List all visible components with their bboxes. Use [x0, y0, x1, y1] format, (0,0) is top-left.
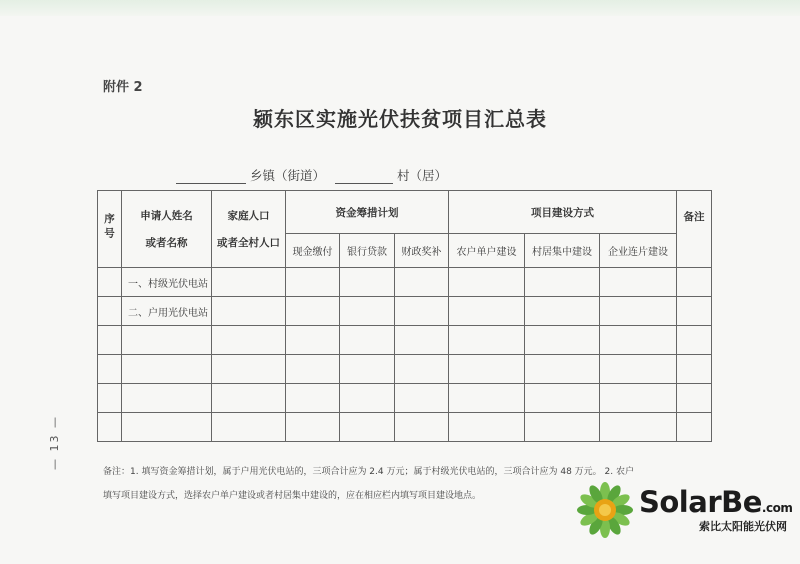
row-household-station: 二、户用光伏电站 — [122, 297, 212, 326]
header-enterprise-build: 企业连片建设 — [600, 234, 677, 268]
header-household-build: 农户单户建设 — [449, 234, 525, 268]
town-label: 乡镇（街道） — [249, 168, 325, 183]
attachment-label: 附件 2 — [103, 80, 143, 95]
table-row — [98, 326, 712, 355]
header-cash-payment: 现金缴付 — [286, 234, 340, 268]
village-label: 村（居） — [396, 168, 447, 183]
sunflower-icon — [575, 480, 635, 540]
header-remarks: 备注 — [677, 191, 712, 268]
header-funding-plan: 资金筹措计划 — [286, 191, 449, 234]
village-blank — [335, 169, 393, 184]
location-line — [176, 166, 447, 184]
row-village-station: 一、村级光伏电站 — [122, 268, 212, 297]
table-row — [98, 297, 712, 326]
solarbe-watermark-logo — [575, 480, 795, 540]
town-blank — [176, 169, 246, 184]
page-number: — 13 — — [48, 415, 61, 470]
header-construction-method: 项目建设方式 — [449, 191, 677, 234]
brand-name: SolarBe.com — [639, 485, 793, 519]
scan-edge-band — [0, 0, 800, 16]
header-row-1 — [98, 191, 712, 234]
table-row — [98, 384, 712, 413]
header-bank-loan: 银行贷款 — [340, 234, 395, 268]
header-population: 家庭人口 或者全村人口 — [212, 191, 286, 268]
footnote-line-1: 备注：1. 填写资金筹措计划，属于户用光伏电站的，三项合计应为 2.4 万元；属于村级光伏电站的，三项合计应为 48 万元。 2. 农户 — [103, 467, 634, 477]
table-row — [98, 355, 712, 384]
table-row — [98, 413, 712, 442]
footnote-line-2: 填写项目建设方式，选择农户单户建设或者村居集中建设的，应在相应栏内填写项目建设地点。 — [103, 491, 482, 501]
summary-table — [97, 190, 712, 442]
header-village-build: 村居集中建设 — [525, 234, 600, 268]
table-row — [98, 268, 712, 297]
brand-tagline: 索比太阳能光伏网 — [699, 520, 787, 533]
header-serial: 序号 — [98, 191, 122, 268]
header-applicant: 申请人姓名 或者名称 — [122, 191, 212, 268]
page-title: 颍东区实施光伏扶贫项目汇总表 — [253, 107, 547, 131]
header-fiscal-subsidy: 财政奖补 — [395, 234, 449, 268]
